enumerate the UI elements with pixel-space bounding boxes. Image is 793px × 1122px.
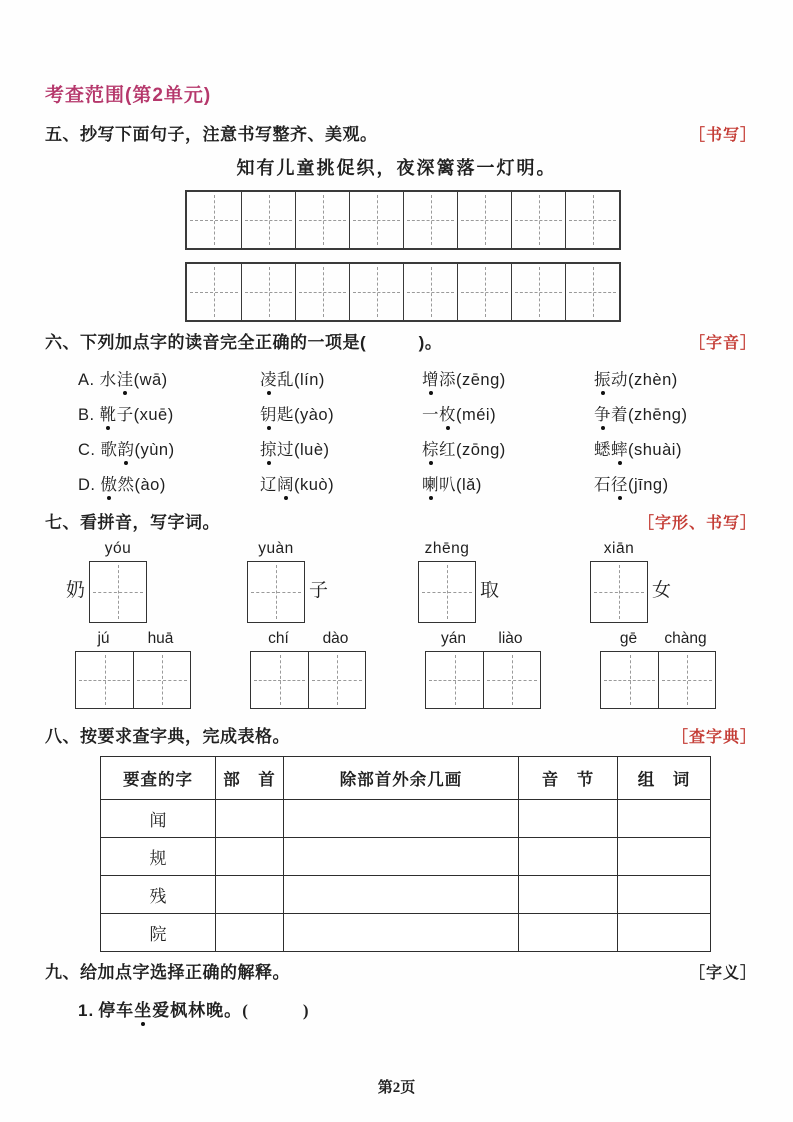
word-part: 添 xyxy=(439,371,456,389)
given-char: 子 xyxy=(309,580,329,601)
write-box xyxy=(418,561,476,623)
word-part: 然 xyxy=(117,476,135,494)
empty-cell xyxy=(216,914,284,952)
pinyin-label: huā xyxy=(147,630,174,647)
dotted-char: 韵 xyxy=(118,436,135,460)
option-item xyxy=(260,436,422,462)
writing-cell xyxy=(565,264,619,320)
page-title: 考查范围(第2单元) xyxy=(45,85,212,106)
pinyin-label: yán xyxy=(441,630,466,647)
dotted-char: 蟀 xyxy=(611,436,628,460)
pinyin-box-column xyxy=(418,540,476,623)
empty-cell xyxy=(216,800,284,838)
option-item xyxy=(260,366,422,392)
pinyin-write-pair xyxy=(600,630,716,709)
word-part: 歌 xyxy=(100,441,118,459)
writing-cell xyxy=(511,264,565,320)
writing-cell xyxy=(187,264,241,320)
column-header: 要查的字 xyxy=(101,757,216,800)
section6-heading xyxy=(45,328,757,353)
section6-options xyxy=(78,366,763,497)
pinyin-label: jú xyxy=(97,630,110,647)
write-box xyxy=(89,561,147,623)
writing-cell xyxy=(349,192,403,248)
pinyin-box-column xyxy=(590,540,648,623)
section5-heading xyxy=(45,120,757,145)
dotted-char: 径 xyxy=(611,471,628,495)
pinyin-hint: (wā) xyxy=(133,371,168,389)
section8-title: 八、按要求查字典，完成表格。 xyxy=(45,727,290,746)
pinyin-label: chàng xyxy=(664,630,707,647)
lookup-character: 院 xyxy=(101,914,216,952)
option-item xyxy=(78,366,260,392)
table-row xyxy=(101,800,711,838)
section7-heading xyxy=(45,508,757,533)
empty-cell xyxy=(618,876,711,914)
dotted-char: 喇 xyxy=(422,471,439,495)
section6-tag: ［字音］ xyxy=(688,335,757,352)
column-header: 除部首外余几画 xyxy=(284,757,519,800)
write-box xyxy=(76,652,133,708)
option-label: C. xyxy=(78,441,96,459)
pinyin-label: zhēng xyxy=(424,540,470,557)
dotted-char: 靴 xyxy=(100,401,117,425)
pinyin-labels xyxy=(425,630,541,648)
option-item xyxy=(594,436,763,462)
writing-cell xyxy=(241,192,295,248)
pinyin-hint: (ào) xyxy=(134,476,166,494)
write-box xyxy=(590,561,648,623)
option-item xyxy=(422,471,594,497)
section6-title: 六、下列加点字的读音完全正确的一项是( )。 xyxy=(45,333,443,352)
empty-cell xyxy=(618,838,711,876)
writing-cell xyxy=(295,264,349,320)
write-box-pair xyxy=(75,651,191,709)
word-part: 停车 xyxy=(98,1001,135,1020)
option-item xyxy=(422,436,594,462)
word-part: 爱枫林晚。 xyxy=(152,1001,243,1020)
word-part: 叭 xyxy=(439,476,456,494)
option-label: B. xyxy=(78,406,95,424)
option-label: A. xyxy=(78,371,95,389)
writing-cell xyxy=(457,264,511,320)
writing-cell xyxy=(349,264,403,320)
dotted-char: 掠 xyxy=(260,436,277,460)
empty-cell xyxy=(284,800,519,838)
item-sentence xyxy=(98,1001,309,1020)
table-row xyxy=(101,838,711,876)
lookup-character: 闻 xyxy=(101,800,216,838)
table-header-row xyxy=(101,757,711,800)
section7-title: 七、看拼音，写字词。 xyxy=(45,513,220,532)
pinyin-labels xyxy=(250,630,366,648)
option-item xyxy=(594,366,763,392)
pinyin-write-pair xyxy=(250,630,366,709)
section8-tag: ［查字典］ xyxy=(671,729,757,746)
section9-item-1 xyxy=(78,996,310,1021)
write-box xyxy=(601,652,658,708)
pinyin-label: xiān xyxy=(603,540,635,557)
word-part: 匙 xyxy=(277,406,294,424)
option-item xyxy=(260,471,422,497)
pinyin-label: liào xyxy=(498,630,523,647)
writing-cell xyxy=(187,192,241,248)
column-header: 部 首 xyxy=(216,757,284,800)
page-number: 第2页 xyxy=(377,1080,416,1096)
pinyin-write-item xyxy=(590,540,675,623)
section9-tag: ［字义］ xyxy=(688,965,757,982)
section9-heading xyxy=(45,958,757,983)
pinyin-hint: (kuò) xyxy=(294,476,335,494)
writing-cell xyxy=(403,192,457,248)
given-char: 奶 xyxy=(66,580,86,601)
dotted-char: 枚 xyxy=(439,401,456,425)
dotted-char: 洼 xyxy=(117,366,134,390)
dictionary-table xyxy=(100,756,711,952)
write-box xyxy=(483,652,540,708)
pinyin-box-column xyxy=(89,540,147,623)
empty-cell xyxy=(284,838,519,876)
option-item xyxy=(594,401,763,427)
empty-cell xyxy=(216,876,284,914)
word-part: 过 xyxy=(277,441,294,459)
write-box xyxy=(308,652,365,708)
column-header: 音 节 xyxy=(519,757,618,800)
pinyin-hint: (zōng) xyxy=(456,441,506,459)
pinyin-write-item xyxy=(62,540,147,623)
write-box xyxy=(133,652,190,708)
writing-cell xyxy=(295,192,349,248)
pinyin-hint: (yùn) xyxy=(134,441,175,459)
pinyin-label: gē xyxy=(619,630,638,647)
pinyin-write-pair xyxy=(75,630,191,709)
pinyin-labels xyxy=(75,630,191,648)
dotted-char: 棕 xyxy=(422,436,439,460)
word-part: 着 xyxy=(611,406,628,424)
pinyin-hint: (lǎ) xyxy=(456,476,482,494)
item-number: 1. xyxy=(78,1001,95,1020)
pinyin-hint: (xuē) xyxy=(133,406,174,424)
pinyin-write-row-1 xyxy=(0,540,793,635)
lookup-character: 残 xyxy=(101,876,216,914)
given-char: 女 xyxy=(652,580,672,601)
pinyin-write-row-2 xyxy=(0,630,793,715)
empty-cell xyxy=(618,914,711,952)
empty-cell xyxy=(284,876,519,914)
option-item xyxy=(422,401,594,427)
dotted-char: 振 xyxy=(594,366,611,390)
empty-cell xyxy=(519,800,618,838)
given-char: 取 xyxy=(480,580,500,601)
write-box xyxy=(426,652,483,708)
pinyin-label: yóu xyxy=(104,540,132,557)
copy-sentence: 知有儿童挑促织，夜深篱落一灯明。 xyxy=(236,158,557,178)
empty-cell xyxy=(216,838,284,876)
dotted-char: 增 xyxy=(422,366,439,390)
section5-tag: ［书写］ xyxy=(688,127,757,144)
option-item xyxy=(260,401,422,427)
section5-title: 五、抄写下面句子，注意书写整齐、美观。 xyxy=(45,125,378,144)
lookup-character: 规 xyxy=(101,838,216,876)
dotted-char: 阔 xyxy=(277,471,294,495)
write-box-pair xyxy=(250,651,366,709)
empty-cell xyxy=(519,914,618,952)
pinyin-write-item xyxy=(418,540,503,623)
write-box xyxy=(251,652,308,708)
empty-cell xyxy=(519,838,618,876)
dotted-char: 傲 xyxy=(101,471,118,495)
word-part: 红 xyxy=(439,441,456,459)
writing-grid-row-2 xyxy=(185,262,621,322)
table-row xyxy=(101,914,711,952)
section8-heading xyxy=(45,722,757,747)
write-box-pair xyxy=(425,651,541,709)
dotted-char: 钥 xyxy=(260,401,277,425)
word-part: 子 xyxy=(116,406,134,424)
pinyin-label: yuàn xyxy=(258,540,294,557)
write-box xyxy=(247,561,305,623)
word-part: 石 xyxy=(594,476,611,494)
word-part: 乱 xyxy=(277,371,294,389)
pinyin-hint: (zhēng) xyxy=(628,406,688,424)
pinyin-hint: (lín) xyxy=(294,371,325,389)
pinyin-hint: (jīng) xyxy=(628,476,669,494)
pinyin-label: chí xyxy=(268,630,289,647)
word-part: 蟋 xyxy=(594,441,611,459)
write-box-pair xyxy=(600,651,716,709)
writing-cell xyxy=(511,192,565,248)
option-item xyxy=(594,471,763,497)
word-part: 动 xyxy=(611,371,628,389)
writing-cell xyxy=(403,264,457,320)
pinyin-hint: (yào) xyxy=(294,406,335,424)
option-item xyxy=(78,401,260,427)
column-header: 组 词 xyxy=(618,757,711,800)
empty-cell xyxy=(284,914,519,952)
word-part: 一 xyxy=(422,406,439,424)
pinyin-labels xyxy=(600,630,716,648)
pinyin-write-item xyxy=(247,540,332,623)
empty-cell xyxy=(618,800,711,838)
table-row xyxy=(101,876,711,914)
option-item xyxy=(422,366,594,392)
writing-cell xyxy=(457,192,511,248)
pinyin-box-column xyxy=(247,540,305,623)
pinyin-hint: (méi) xyxy=(456,406,497,424)
pinyin-write-pair xyxy=(425,630,541,709)
pinyin-hint: (zēng) xyxy=(456,371,506,389)
writing-cell xyxy=(565,192,619,248)
dotted-char: 坐 xyxy=(134,996,152,1021)
empty-cell xyxy=(519,876,618,914)
pinyin-hint: (luè) xyxy=(294,441,330,459)
section9-title: 九、给加点字选择正确的解释。 xyxy=(45,963,290,982)
pinyin-hint: (zhèn) xyxy=(628,371,678,389)
word-part: 辽 xyxy=(260,476,277,494)
option-item xyxy=(78,471,260,497)
write-box xyxy=(658,652,715,708)
word-part: 水 xyxy=(99,371,117,389)
dotted-char: 争 xyxy=(594,401,611,425)
option-label: D. xyxy=(78,476,96,494)
option-item xyxy=(78,436,260,462)
pinyin-label: dào xyxy=(322,630,349,647)
answer-paren: ( ) xyxy=(242,1001,310,1020)
pinyin-hint: (shuài) xyxy=(628,441,682,459)
writing-cell xyxy=(241,264,295,320)
dotted-char: 凌 xyxy=(260,366,277,390)
writing-grid-row-1 xyxy=(185,190,621,250)
section7-tag: ［字形、书写］ xyxy=(637,515,757,532)
